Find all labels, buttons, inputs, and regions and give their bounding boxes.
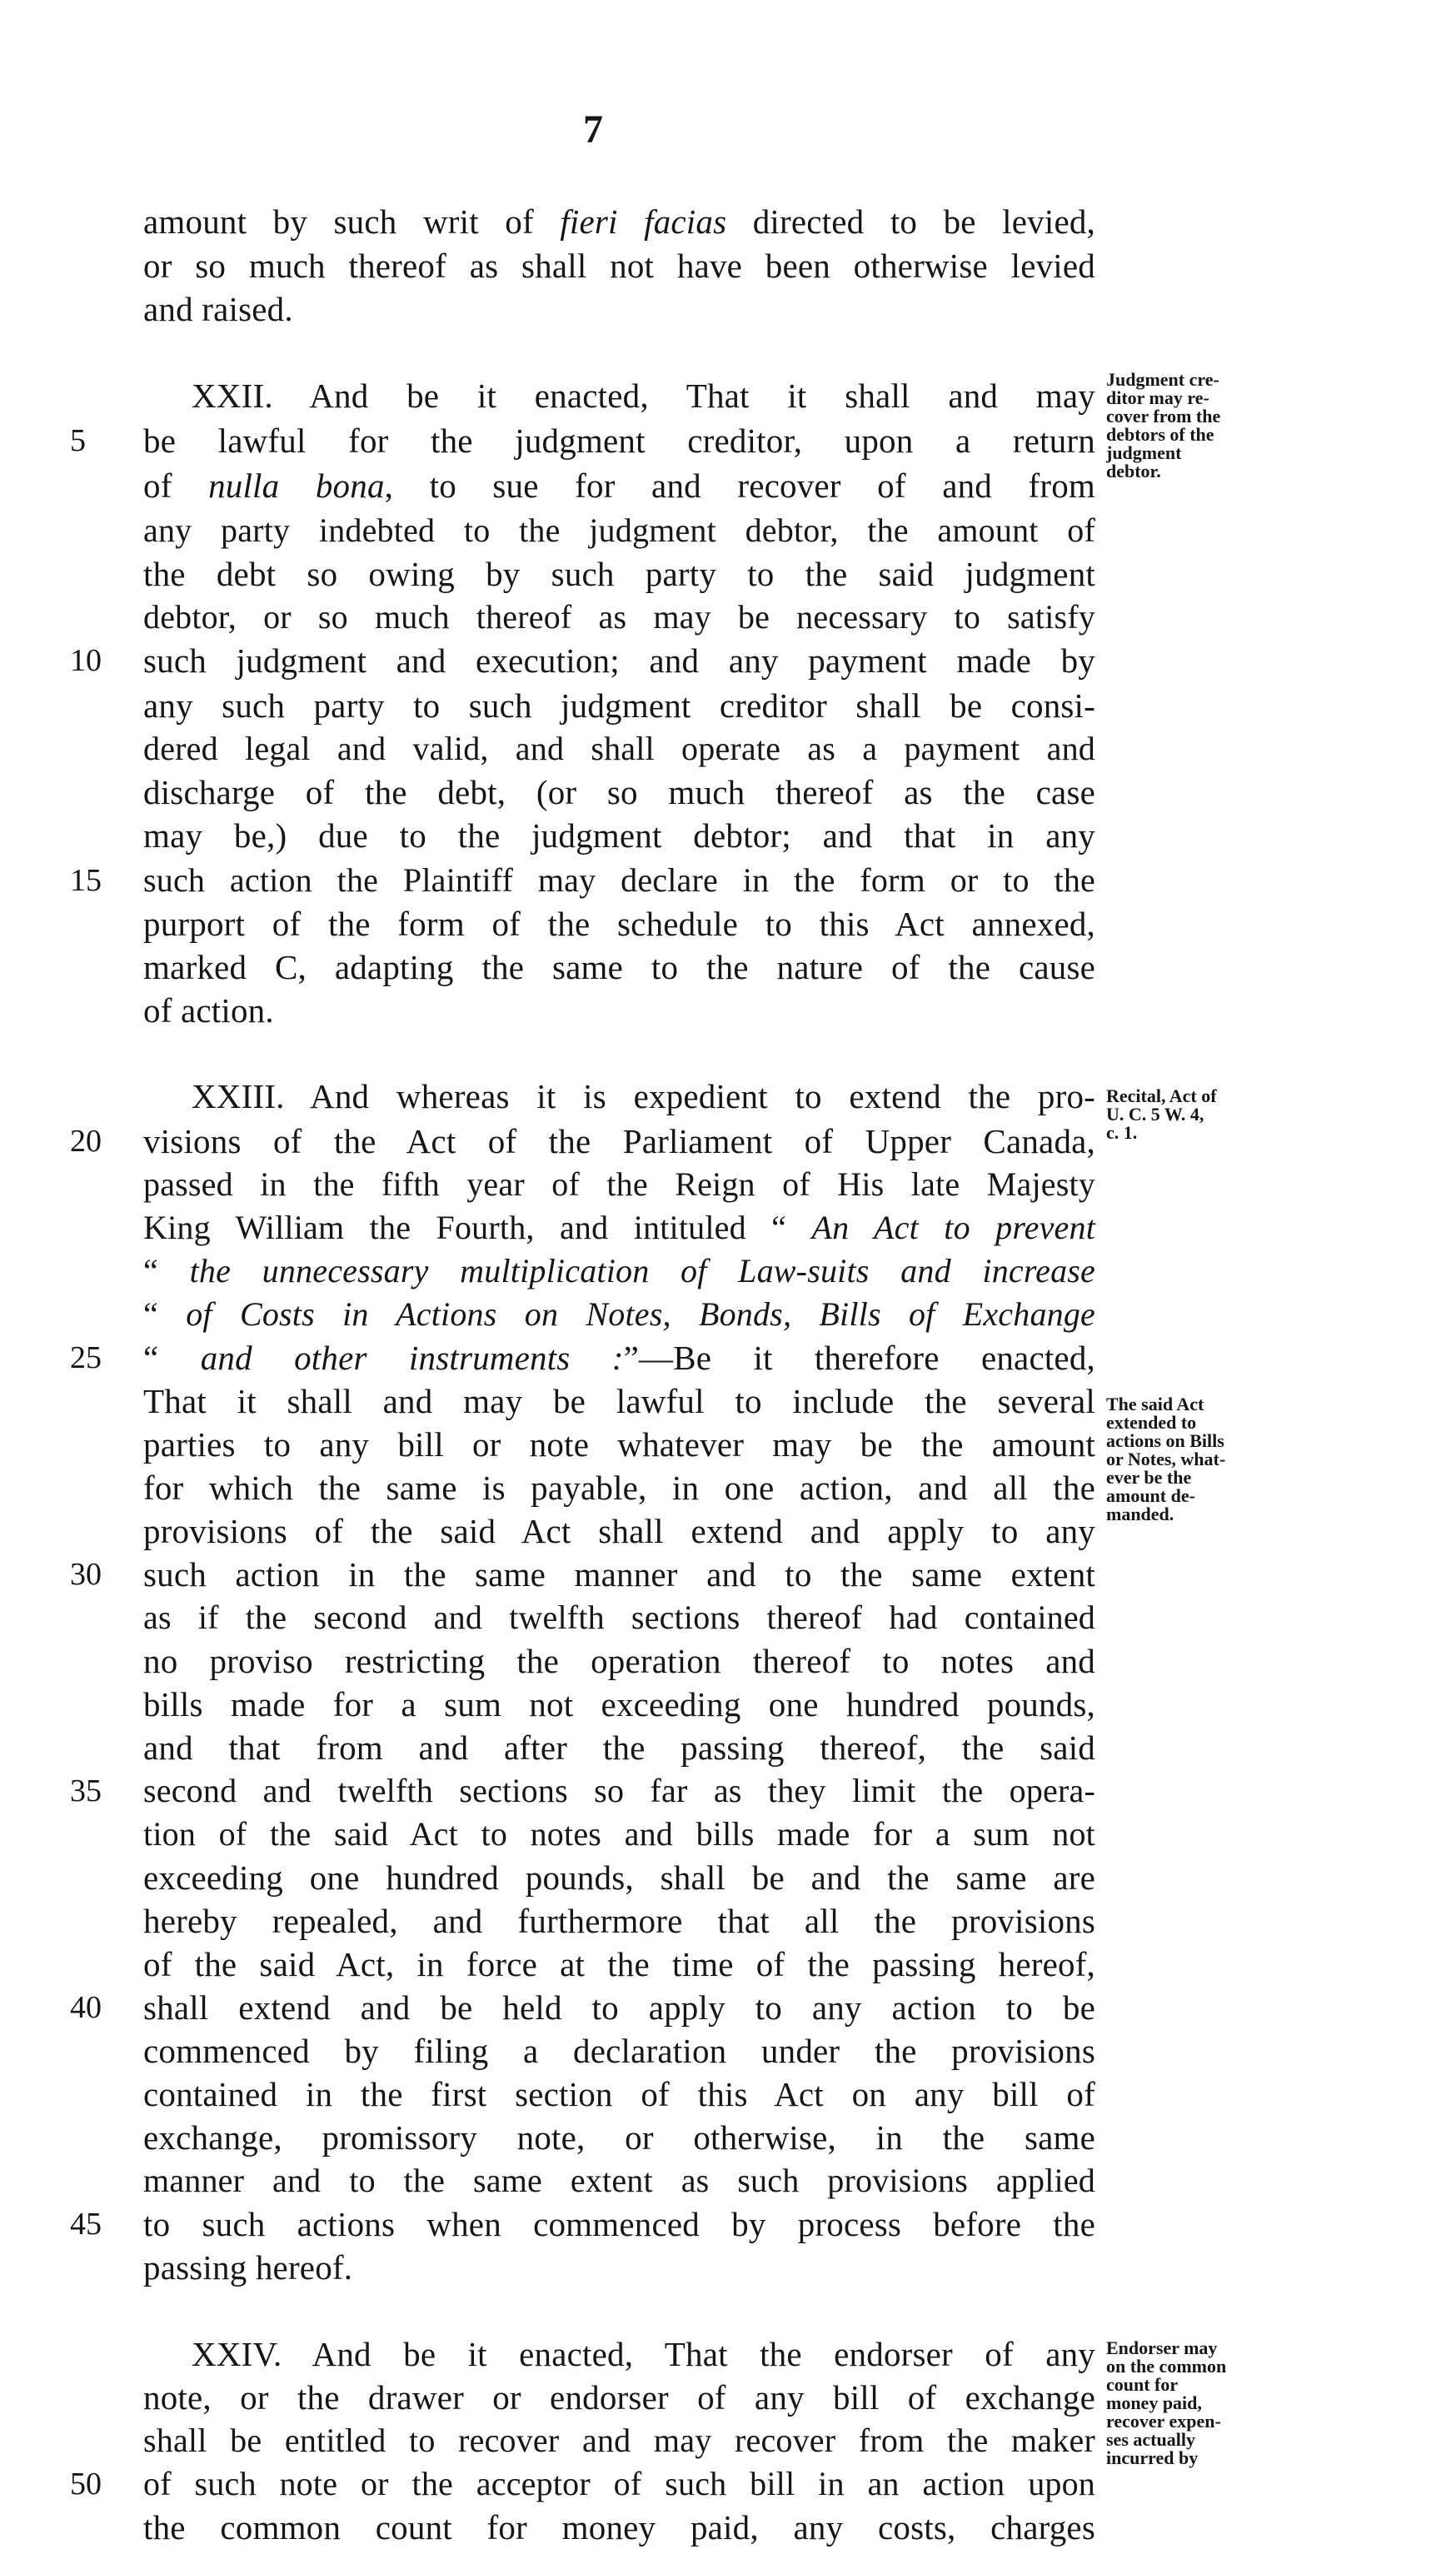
text-line: of such note or the acceptor of such bill in an action upon [143, 2465, 1095, 2502]
marginal-note: Endorser may on the common count for money paid, recover expen- ses actually incurred by [1106, 2337, 1227, 2468]
text-line: XXIV. And be it enacted, That the endorser of any [192, 2335, 1095, 2373]
line-number: 15 [70, 863, 102, 898]
text-line: commenced by filing a declaration under the provisions [143, 2032, 1095, 2070]
text-line: hereby repealed, and furthermore that all the provisions [143, 1902, 1095, 1940]
text-line: provisions of the said Act shall extend and apply to any [143, 1512, 1095, 1550]
text-line: may be,) due to the judgment debtor; and that in any [143, 816, 1095, 855]
text-line: amount by such writ of fieri facias directed to be levied, [143, 202, 1095, 241]
text-line: “ and other instruments :”—Be it therefore enacted, [143, 1339, 1095, 1377]
marginal-note: Recital, Act of U. C. 5 W. 4, c. 1. [1106, 1085, 1217, 1143]
text-line: second and twelfth sections so far as they limit the opera- [143, 1772, 1095, 1809]
text-line: purport of the form of the schedule to this Act annexed, [143, 905, 1095, 943]
text-line: passing hereof. [143, 2248, 353, 2287]
line-number: 35 [70, 1773, 102, 1808]
text-line: the debt so owing by such party to the said judgment [143, 555, 1095, 593]
text-line: any such party to such judgment creditor shall be consi- [143, 686, 1095, 725]
text-line: shall be entitled to recover and may recover from the maker [143, 2422, 1095, 2459]
text-line: tion of the said Act to notes and bills made for a sum not [143, 1815, 1095, 1853]
text-line: such action in the same manner and to the same extent [143, 1555, 1095, 1594]
text-line: such judgment and execution; and any payment made by [143, 641, 1095, 680]
text-line: no proviso restricting the operation thereof to notes and [143, 1642, 1095, 1680]
text-line: discharge of the debt, (or so much thereof as the case [143, 773, 1095, 811]
text-line: parties to any bill or note whatever may be the amount [143, 1425, 1095, 1464]
line-number: 20 [70, 1124, 102, 1159]
text-line: and that from and after the passing thereof, the said [143, 1728, 1095, 1767]
line-number: 25 [70, 1340, 102, 1375]
text-line: That it shall and may be lawful to include the several [143, 1382, 1095, 1420]
text-line: contained in the first section of this Act on any bill of [143, 2075, 1095, 2113]
text-line: “ the unnecessary multiplication of Law-suits and increase [143, 1252, 1095, 1289]
marginal-note: Judgment cre- ditor may re- cover from the debtors of the judgment debtor. [1106, 369, 1221, 481]
text-line: to such actions when commenced by process before the [143, 2205, 1095, 2243]
text-line: the common count for money paid, any costs, charges [143, 2508, 1095, 2547]
text-line: passed in the fifth year of the Reign of His late Majesty [143, 1165, 1095, 1203]
text-line: marked C, adapting the same to the nature of the cause [143, 948, 1095, 986]
text-line: such action the Plaintiff may declare in the form or to the [143, 861, 1095, 899]
text-line: of action. [143, 991, 274, 1030]
line-number: 5 [70, 423, 86, 458]
text-line: exchange, promissory note, or otherwise, in the same [143, 2118, 1095, 2157]
page-number: 7 [583, 107, 603, 152]
text-line: King William the Fourth, and intituled “ An Act to prevent [143, 1209, 1096, 1246]
text-line: debtor, or so much thereof as may be necessary to satisfy [143, 598, 1095, 636]
text-line: for which the same is payable, in one action, and all the [143, 1469, 1095, 1507]
text-line: dered legal and valid, and shall operate as a payment and [143, 730, 1095, 767]
text-line: be lawful for the judgment creditor, upon a return [143, 422, 1095, 460]
text-line: of the said Act, in force at the time of the passing hereof, [143, 1945, 1095, 1983]
text-line: XXII. And be it enacted, That it shall and may [192, 377, 1095, 415]
text-line: note, or the drawer or endorser of any bill of exchange [143, 2378, 1095, 2417]
text-line: exceeding one hundred pounds, shall be and the same are [143, 1858, 1095, 1897]
line-number: 40 [70, 1990, 102, 2025]
marginal-note: The said Act extended to actions on Bills or Notes, what- ever be the amount de- manded. [1106, 1394, 1226, 1524]
text-line: or so much thereof as shall not have been otherwise levied [143, 247, 1095, 285]
text-line: and raised. [143, 290, 293, 328]
text-line: shall extend and be held to apply to any action to be [143, 1988, 1095, 2027]
text-line: any party indebted to the judgment debtor, the amount of [143, 511, 1095, 549]
text-line: visions of the Act of the Parliament of Upper Canada, [143, 1122, 1095, 1160]
line-number: 50 [70, 2467, 102, 2502]
text-line: bills made for a sum not exceeding one hundred pounds, [143, 1685, 1095, 1723]
line-number: 45 [70, 2207, 102, 2242]
text-line: manner and to the same extent as such provisions applied [143, 2162, 1095, 2199]
line-number: 30 [70, 1557, 102, 1592]
text-line: of nulla bona, to sue for and recover of and from [143, 466, 1095, 505]
text-line: as if the second and twelfth sections thereof had contained [143, 1599, 1095, 1636]
text-line: XXIII. And whereas it is expedient to extend the pro- [192, 1077, 1095, 1115]
line-number: 10 [70, 643, 102, 678]
text-line: “ of Costs in Actions on Notes, Bonds, Bills of Exchange [143, 1295, 1095, 1333]
